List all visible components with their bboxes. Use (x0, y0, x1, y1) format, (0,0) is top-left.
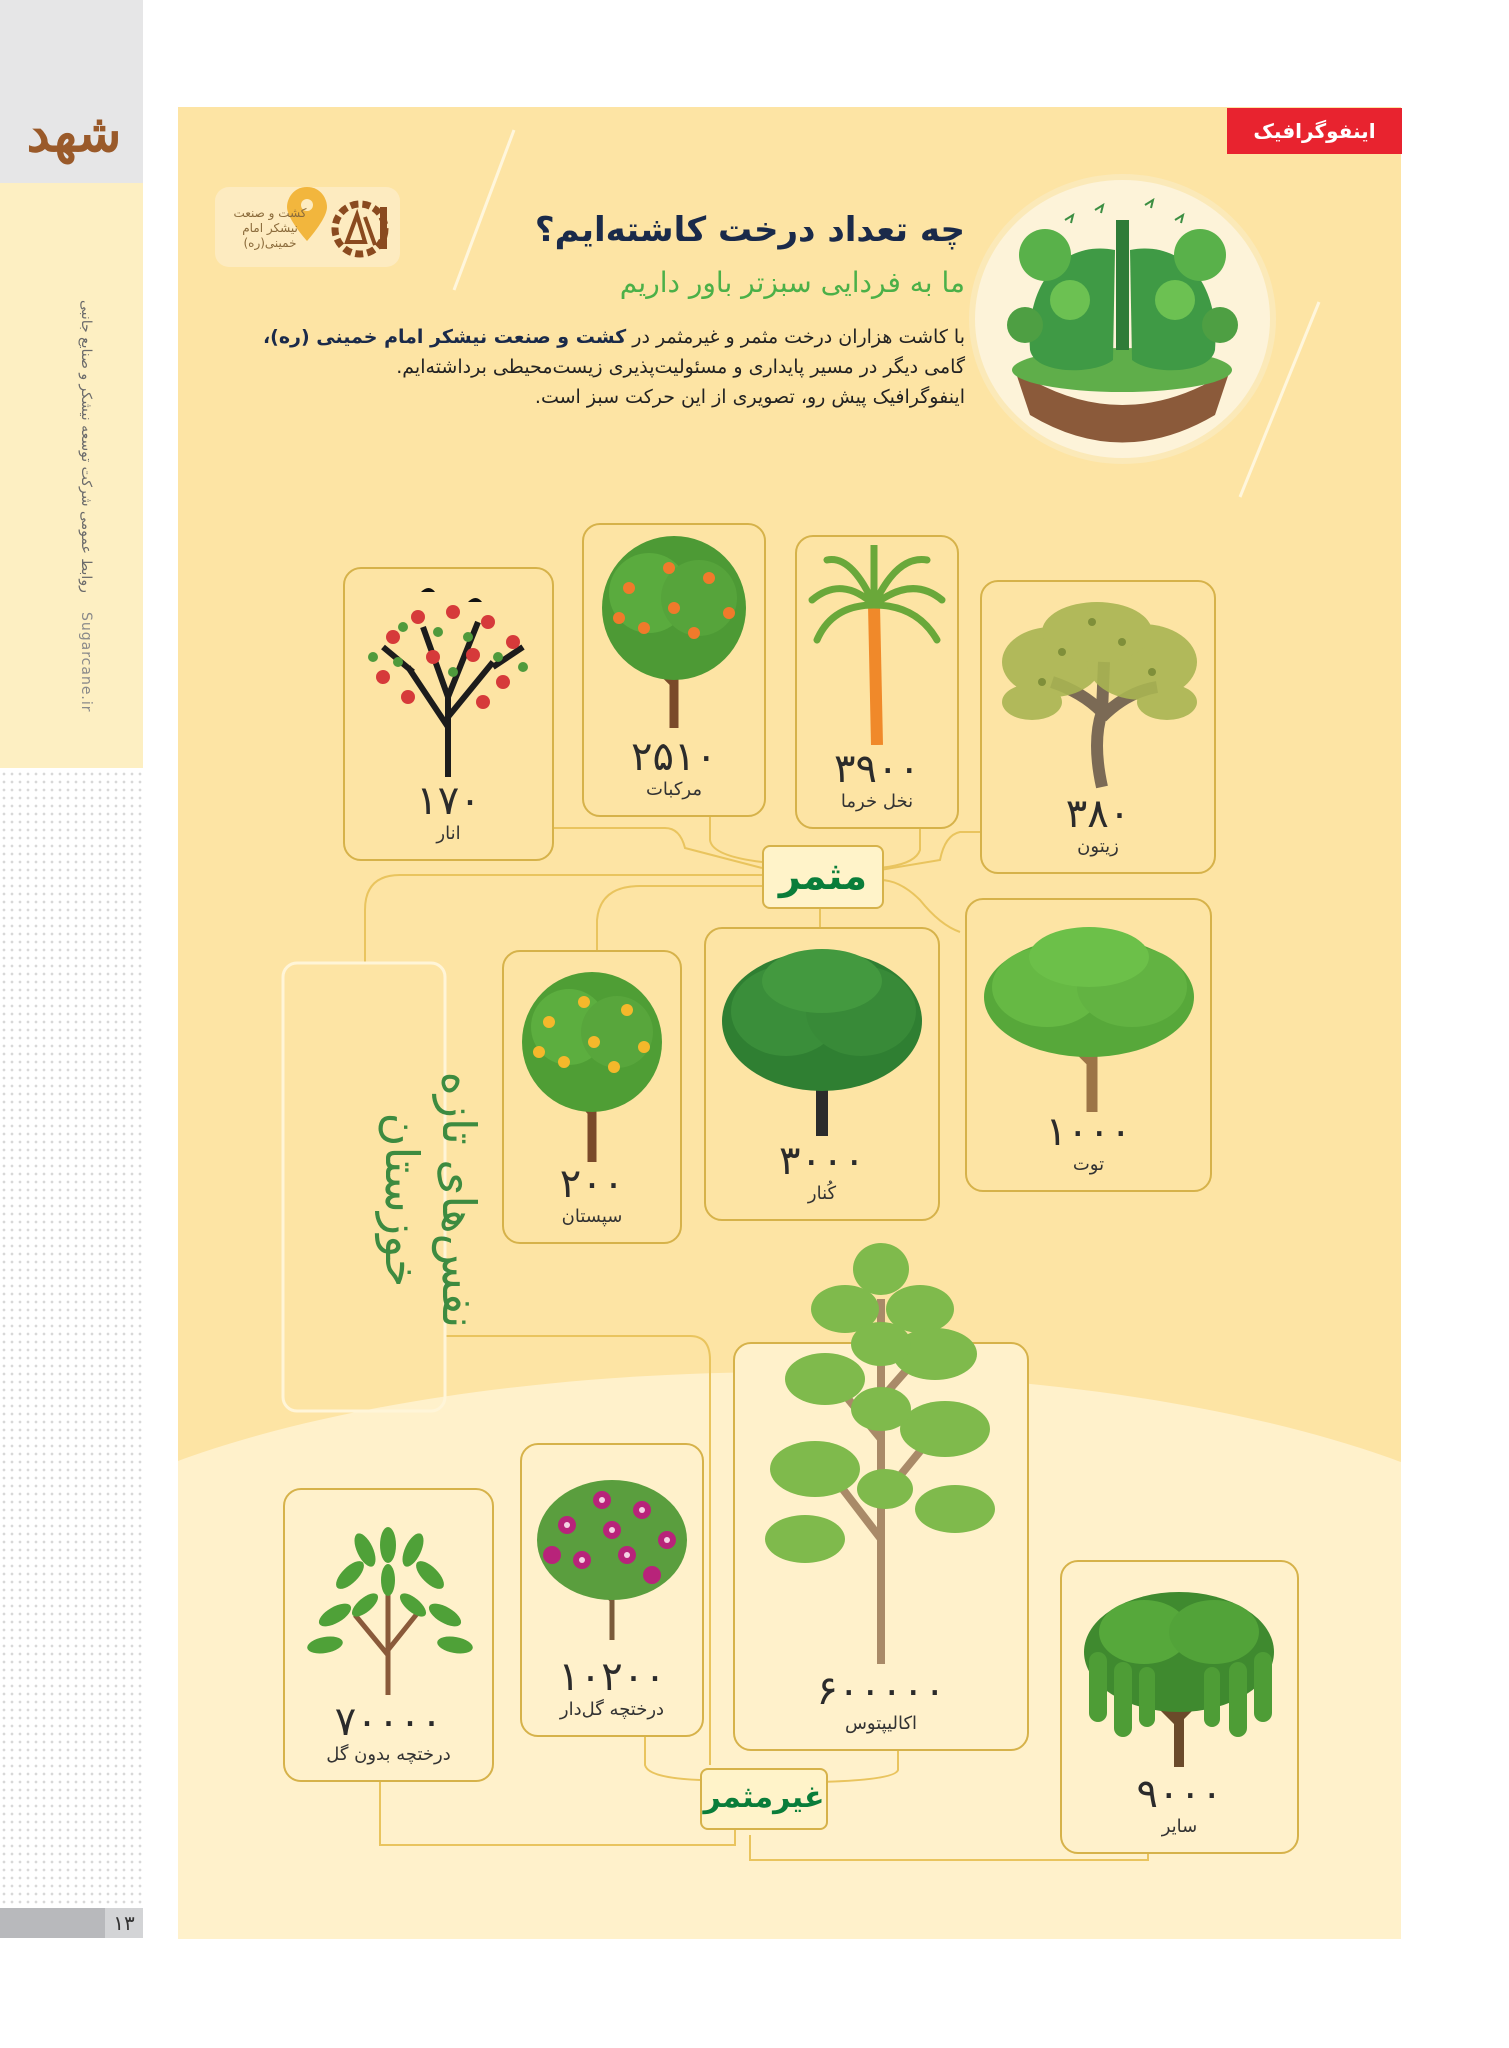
sebestan-tree-icon (509, 962, 675, 1162)
citrus-tree-icon (589, 533, 759, 733)
tree-name: اکالیپتوس (844, 1713, 918, 1734)
vertical-org-name: روابط عمومی شرکت توسعه نیشکر و صنایع جانبی (78, 300, 94, 593)
tree-name: کُنار (807, 1183, 837, 1204)
tree-card-date-palm (795, 535, 959, 829)
tree-name: سایر (1161, 1816, 1198, 1837)
magazine-logo: شهد (26, 103, 122, 164)
tree-card-flowering-shrub (520, 1443, 704, 1737)
tree-count: ۳۸۰ (1065, 791, 1131, 837)
tree-count: ۲۰۰ (559, 1161, 625, 1207)
flowering-shrub-icon (527, 1465, 697, 1645)
olive-tree-icon (992, 592, 1204, 792)
tree-card-pomegranate (343, 567, 554, 861)
shrub-icon (295, 1505, 482, 1705)
tree-count: ۶۰۰۰۰۰ (816, 1668, 946, 1714)
tree-name: توت (1072, 1154, 1105, 1175)
tree-card-shrub-no-flower (283, 1488, 494, 1782)
tree-card-olive (980, 580, 1216, 874)
nonfruit-hub-label: غیرمثمر (700, 1768, 828, 1830)
tree-count: ۳۰۰۰ (779, 1138, 865, 1184)
intro-line-2: گامی دیگر در مسیر پایداری و مسئولیت‌پذیری زیست‌محیطی برداشته‌ایم. (396, 356, 965, 378)
tree-count: ۳۹۰۰ (834, 746, 920, 792)
tree-name: مرکبات (645, 779, 702, 800)
infographic-badge: اینفوگرافیک (1227, 108, 1402, 154)
pomegranate-tree-icon (353, 577, 543, 787)
mulberry-tree-icon (977, 912, 1200, 1112)
tree-count: ۷۰۰۰۰ (334, 1699, 443, 1745)
fruit-hub-label: مثمر (762, 845, 884, 909)
intro-company-name: کشت و صنعت نیشکر امام خمینی (ره)، (262, 326, 627, 348)
slogan-line-2: خوزستان (375, 1112, 429, 1288)
tree-count: ۹۰۰۰ (1136, 1771, 1223, 1817)
tree-name: درختچه بدون گل (326, 1744, 451, 1765)
tree-count: ۱۰۰۰ (1045, 1109, 1132, 1155)
vertical-website: Sugarcane.ir (78, 612, 94, 713)
willow-tree-icon (1074, 1582, 1285, 1767)
page-title: چه تعداد درخت کاشته‌ایم؟ (534, 210, 965, 250)
page-subtitle: ما به فردایی سبزتر باور داریم (619, 266, 965, 299)
tree-card-mulberry (965, 898, 1212, 1192)
tree-count: ۲۵۱۰ (631, 734, 717, 780)
tree-name: زیتون (1077, 836, 1119, 857)
intro-line-1: با کاشت هزاران درخت مثمر و غیرمثمر در (632, 326, 965, 348)
tree-card-konar (704, 927, 940, 1221)
intro-line-3: اینفوگرافیک پیش رو، تصویری از این حرکت سبز است. (534, 386, 965, 408)
tree-name: درختچه گل‌دار (559, 1699, 665, 1720)
tree-count: ۱۰۲۰۰ (558, 1654, 666, 1700)
eucalyptus-tree-icon (745, 1239, 1017, 1669)
page-number: ۱۳ (105, 1908, 143, 1938)
tree-name: انار (436, 823, 461, 844)
tree-name: سپستان (561, 1206, 623, 1227)
slogan-line-1: نفس‌های تازه (432, 1071, 486, 1329)
tree-card-other (1060, 1560, 1299, 1854)
tree-card-citrus (582, 523, 766, 817)
tree-name: نخل خرما (840, 791, 914, 812)
konar-tree-icon (716, 941, 928, 1141)
tree-card-eucalyptus (733, 1342, 1029, 1751)
tree-count: ۱۷۰ (416, 778, 481, 824)
company-logo-text: کشت و صنعت نیشکر امام خمینی(ره) (233, 206, 307, 250)
tree-card-sebestan (502, 950, 682, 1244)
date-palm-icon (802, 545, 952, 745)
